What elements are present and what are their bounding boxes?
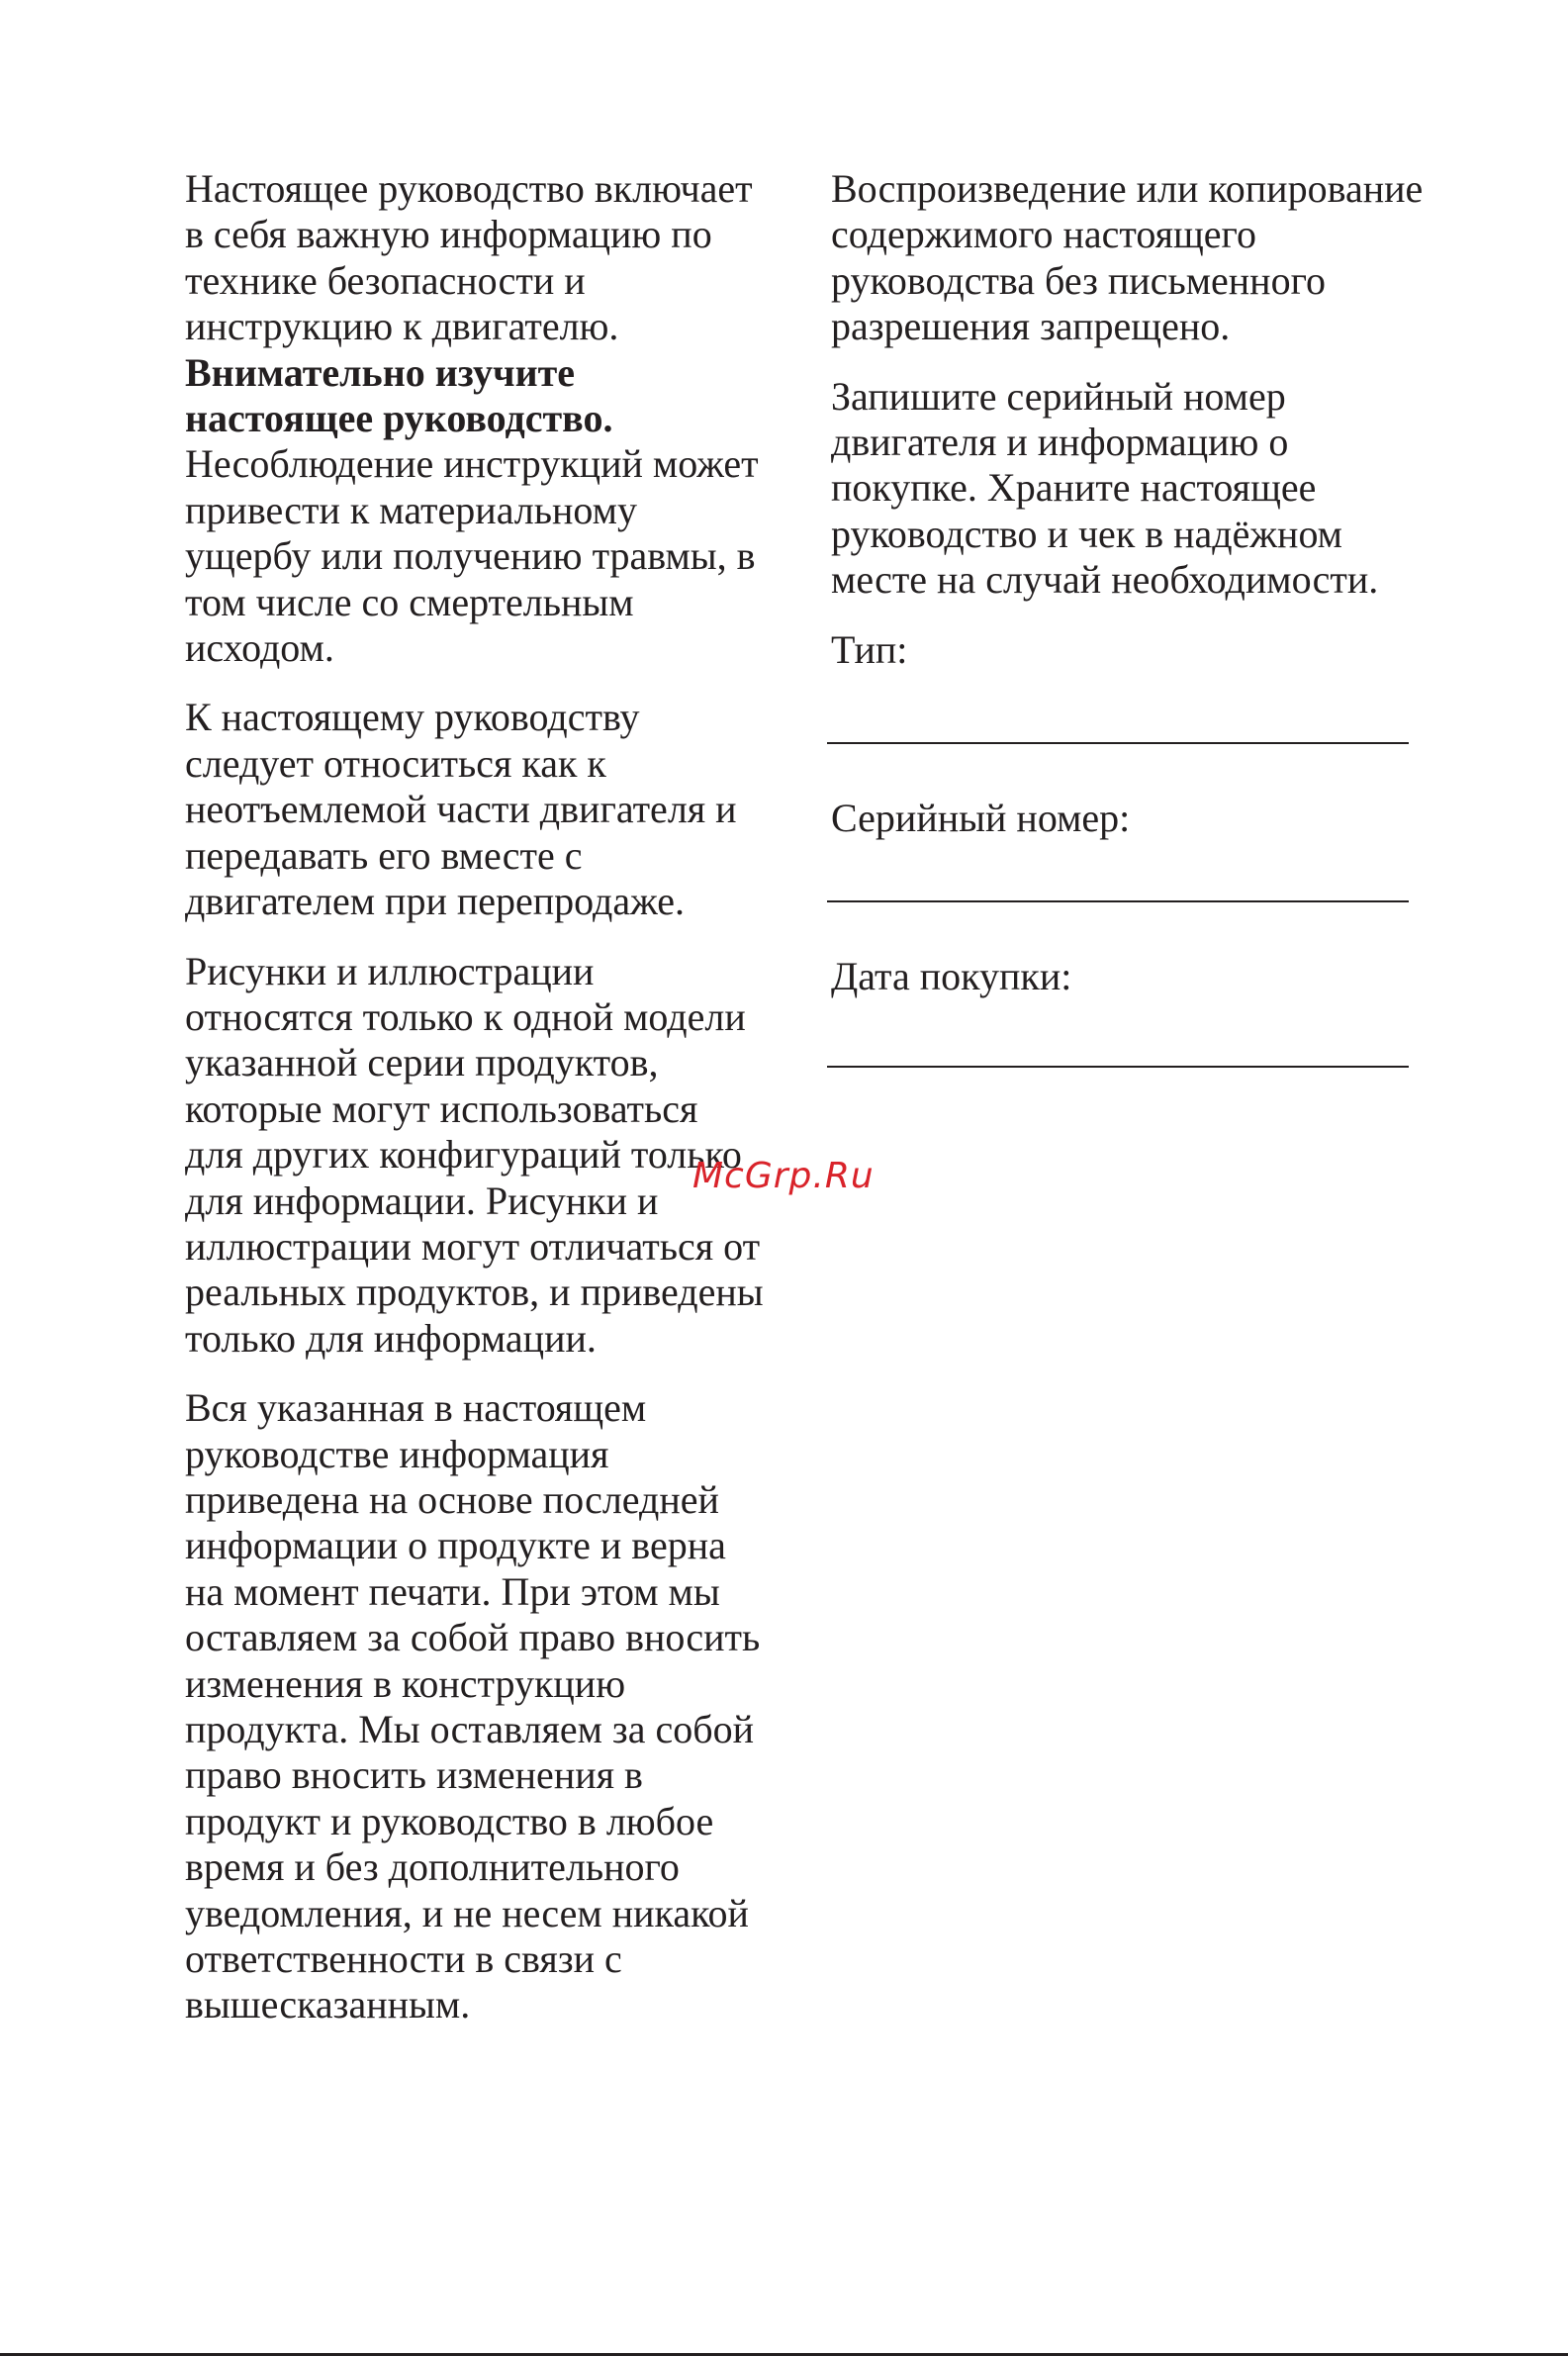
type-fill-line — [827, 673, 1409, 744]
purchase-date-field — [831, 954, 1425, 1067]
right-column — [831, 166, 1425, 1068]
serial-number-label: Серийный номер: — [831, 796, 1131, 841]
intro-text-start: Настоящее руководство включает в себя важную информацию по технике безопасности и инструкцию к двигателю. — [185, 166, 753, 349]
intro-bold-text: Внимательно изучите настоящее руководство. — [185, 349, 613, 441]
serial-number-fill-line — [827, 841, 1409, 902]
disclaimer-paragraph: Вся указанная в настоящем руководстве информация приведена на основе последней информации о продукте и верна на момент печати. При этом мы оставляем за собой право вносить изменения в конструкцию продукта. Мы оставляем за собой право вносить изменения в продукт и руководство в любое время и без дополнительного уведомления, и не несем никакой ответственности в связи с вышесказанным. — [185, 1385, 761, 2027]
type-field — [831, 627, 1425, 744]
intro-paragraph — [185, 166, 764, 671]
serial-number-field — [831, 796, 1425, 902]
type-label: Тип: — [831, 626, 908, 672]
illustrations-paragraph: Рисунки и иллюстрации относятся только к одной модели указанной серии продуктов, которые могут использоваться для других конфигураций только для информации. Рисунки и иллюстрации могут отличаться от реальных продуктов, и приведены только для информации. — [185, 948, 764, 1361]
resale-paragraph: К настоящему руководству следует относиться как к неотъемлемой части двигателя и передавать его вместе с двигателем при перепродаже. — [185, 695, 737, 924]
record-info-paragraph: Запишите серийный номер двигателя и информацию о покупке. Храните настоящее руководство и чек в надёжном месте на случай необходимости. — [831, 373, 1379, 603]
purchase-date-fill-line — [827, 1000, 1409, 1068]
watermark-text: McGrp.Ru — [692, 1156, 875, 1196]
intro-text-end: Несоблюдение инструкций может привести к материальному ущербу или получению травмы, в том числе со смертельным исходом. — [185, 441, 759, 671]
left-column — [185, 166, 764, 2052]
copyright-paragraph: Воспроизведение или копирование содержимого настоящего руководства без письменного разрешения запрещено. — [831, 166, 1424, 349]
purchase-date-label: Дата покупки: — [831, 954, 1072, 999]
